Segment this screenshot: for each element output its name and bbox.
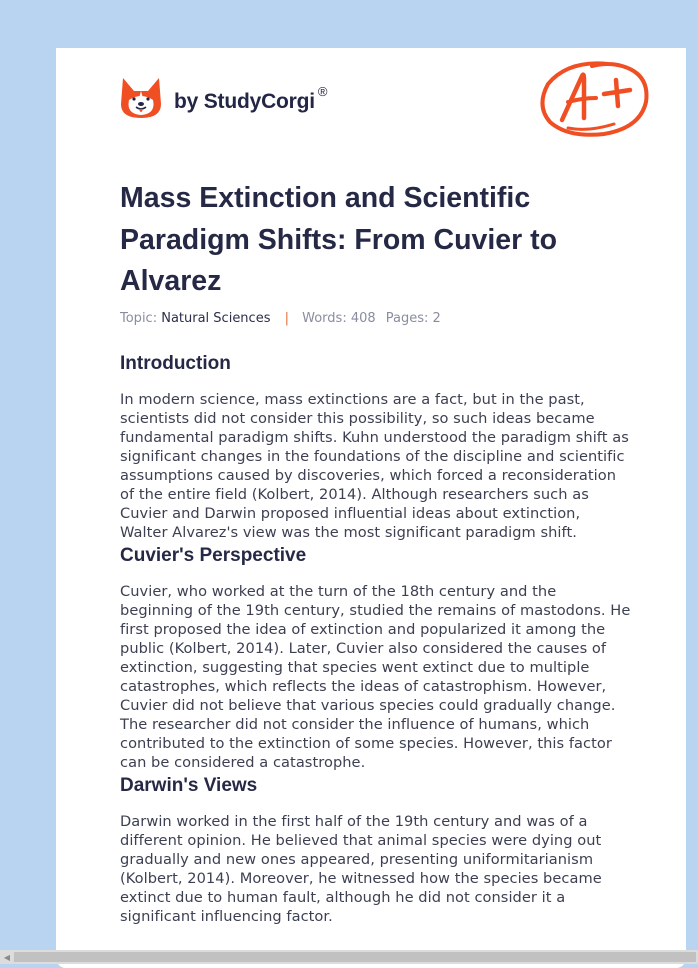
section-heading: Introduction — [120, 353, 231, 374]
section-darwin — [120, 772, 632, 926]
corgi-logo-icon — [120, 74, 162, 120]
section-paragraph: In modern science, mass extinctions are a fact, but in the past, scientists did not consider this possibility, so such ideas became fundamental paradigm shifts. Kuhn understood the paradigm shift as significant changes in the foundations of the discipline and scientific assumptions caused by discoveries, which forced a reconsideration of the entire field (Kolbert, 2014). Although researchers such as Cuvier and Darwin proposed influential ideas about extinction, Walter Alvarez's view was the most significant paradigm shift. — [120, 391, 629, 541]
section-paragraph: Cuvier, who worked at the turn of the 18th century and the beginning of the 19th century, studied the remains of mastodons. He first proposed the idea of extinction and popularized it among the public (Kolbert, 2014). Later, Cuvier also considered the causes of extinction, suggesting that species went extinct due to multiple catastrophes, which reflects the ideas of catastrophism. However, Cuvier did not believe that various species could gradually change. The researcher did not consider the influence of humans, which contributed to the extinction of some species. However, this factor can be considered a catastrophe. — [120, 583, 631, 771]
studycorgi-logo[interactable] — [120, 74, 327, 120]
section-cuvier — [120, 542, 632, 772]
scroll-left-arrow-icon[interactable]: ◀ — [3, 952, 11, 962]
section-introduction — [120, 350, 632, 542]
section-heading: Darwin's Views — [120, 775, 258, 796]
topic-link[interactable]: Natural Sciences — [161, 311, 271, 326]
word-count: Words: 408 — [302, 311, 376, 326]
brand-name: by StudyCorgi ® — [174, 84, 328, 113]
topic-label: Topic: — [120, 311, 158, 326]
section-paragraph: Darwin worked in the first half of the 19th century and was of a different opinion. He believed that animal species were dying out gradually and new ones appeared, presenting uniformitarianism (Kolbert, 2014). Moreover, he witnessed how the species became extinct due to human fault, although he did not consider it a significant influencing factor. — [120, 813, 602, 925]
scrollbar-thumb[interactable] — [14, 952, 696, 962]
document-meta — [120, 311, 441, 326]
document-card — [56, 48, 686, 968]
page-count: Pages: 2 — [385, 311, 441, 326]
a-plus-grade-icon — [538, 58, 650, 140]
meta-separator: | — [284, 311, 289, 326]
horizontal-scrollbar[interactable] — [0, 950, 698, 964]
section-heading: Cuvier's Perspective — [120, 545, 307, 566]
page-title: Mass Extinction and Scientific Paradigm Shifts: From Cuvier to Alvarez — [120, 182, 558, 297]
document-body — [120, 350, 632, 926]
